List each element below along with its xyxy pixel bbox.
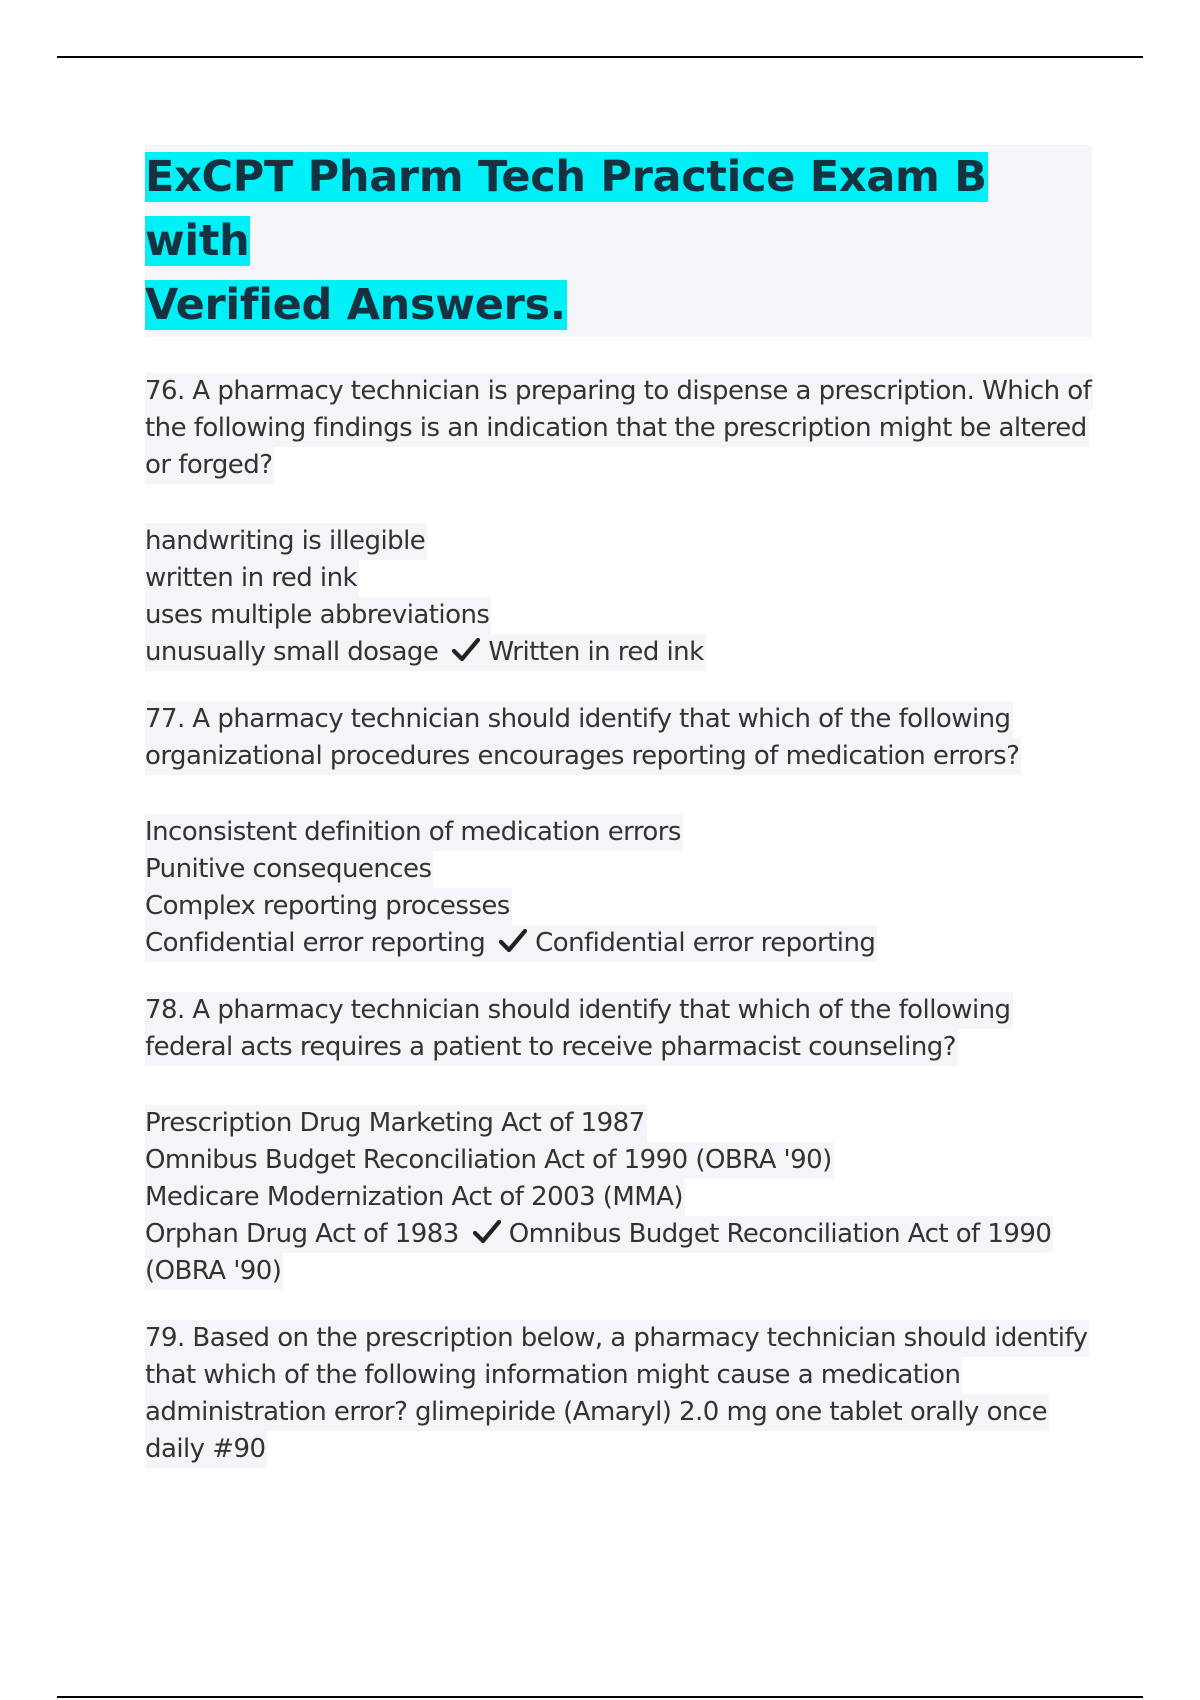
- answer-line: [145, 634, 706, 671]
- option-item: uses multiple abbreviations: [145, 597, 491, 634]
- stem-line: 77. A pharmacy technician should identify that which of the following: [145, 701, 1013, 738]
- stem-line: 78. A pharmacy technician should identify that which of the following: [145, 992, 1013, 1029]
- title-block: [145, 145, 1092, 337]
- title-line-1: ExCPT Pharm Tech Practice Exam B with: [145, 152, 987, 266]
- stem-line: organizational procedures encourages reporting of medication errors?: [145, 738, 1021, 775]
- question-stem: [145, 701, 1092, 775]
- question-stem: [145, 1320, 1092, 1468]
- option-item: handwriting is illegible: [145, 523, 427, 560]
- question-stem: [145, 373, 1092, 484]
- stem-line: or forged?: [145, 447, 274, 484]
- option-item: Orphan Drug Act of 1983: [145, 1219, 459, 1249]
- check-icon: [473, 1219, 501, 1245]
- check-icon: [499, 928, 527, 954]
- question-79: [145, 1320, 1092, 1468]
- stem-line: that which of the following information might cause a medication: [145, 1357, 962, 1394]
- correct-answer: Confidential error reporting: [535, 928, 876, 958]
- correct-answer: Written in red ink: [488, 637, 704, 667]
- title-line-2: Verified Answers.: [145, 280, 566, 330]
- stem-line: federal acts requires a patient to receive pharmacist counseling?: [145, 1029, 958, 1066]
- option-item: Inconsistent definition of medication errors: [145, 814, 683, 851]
- option-item: unusually small dosage: [145, 637, 439, 667]
- option-item: Medicare Modernization Act of 2003 (MMA): [145, 1179, 685, 1216]
- option-list: [145, 523, 1092, 671]
- question-77: [145, 701, 1092, 962]
- stem-line: the following findings is an indication that the prescription might be altered: [145, 410, 1089, 447]
- answer-line: [145, 925, 877, 962]
- correct-answer-continued: (OBRA '90): [145, 1253, 283, 1290]
- option-item: Punitive consequences: [145, 851, 433, 888]
- document-content: [145, 145, 1092, 1507]
- header-rule: [57, 56, 1143, 58]
- footer-rule: [57, 1696, 1143, 1698]
- stem-line: administration error? glimepiride (Amaryl) 2.0 mg one tablet orally once: [145, 1394, 1049, 1431]
- stem-line: 76. A pharmacy technician is preparing to dispense a prescription. Which of: [145, 373, 1093, 410]
- page-title: [145, 145, 1092, 337]
- answer-line: [145, 1216, 1053, 1253]
- question-stem: [145, 992, 1092, 1066]
- option-item: Confidential error reporting: [145, 928, 486, 958]
- option-item: Omnibus Budget Reconciliation Act of 1990 (OBRA '90): [145, 1142, 834, 1179]
- question-78: [145, 992, 1092, 1290]
- check-icon: [452, 637, 480, 663]
- question-76: [145, 373, 1092, 671]
- stem-line: daily #90: [145, 1431, 267, 1468]
- option-item: Prescription Drug Marketing Act of 1987: [145, 1105, 647, 1142]
- stem-line: 79. Based on the prescription below, a pharmacy technician should identify: [145, 1320, 1089, 1357]
- option-list: [145, 814, 1092, 962]
- option-list: [145, 1105, 1092, 1290]
- option-item: Complex reporting processes: [145, 888, 512, 925]
- option-item: written in red ink: [145, 560, 359, 597]
- correct-answer: Omnibus Budget Reconciliation Act of 1990: [508, 1219, 1052, 1249]
